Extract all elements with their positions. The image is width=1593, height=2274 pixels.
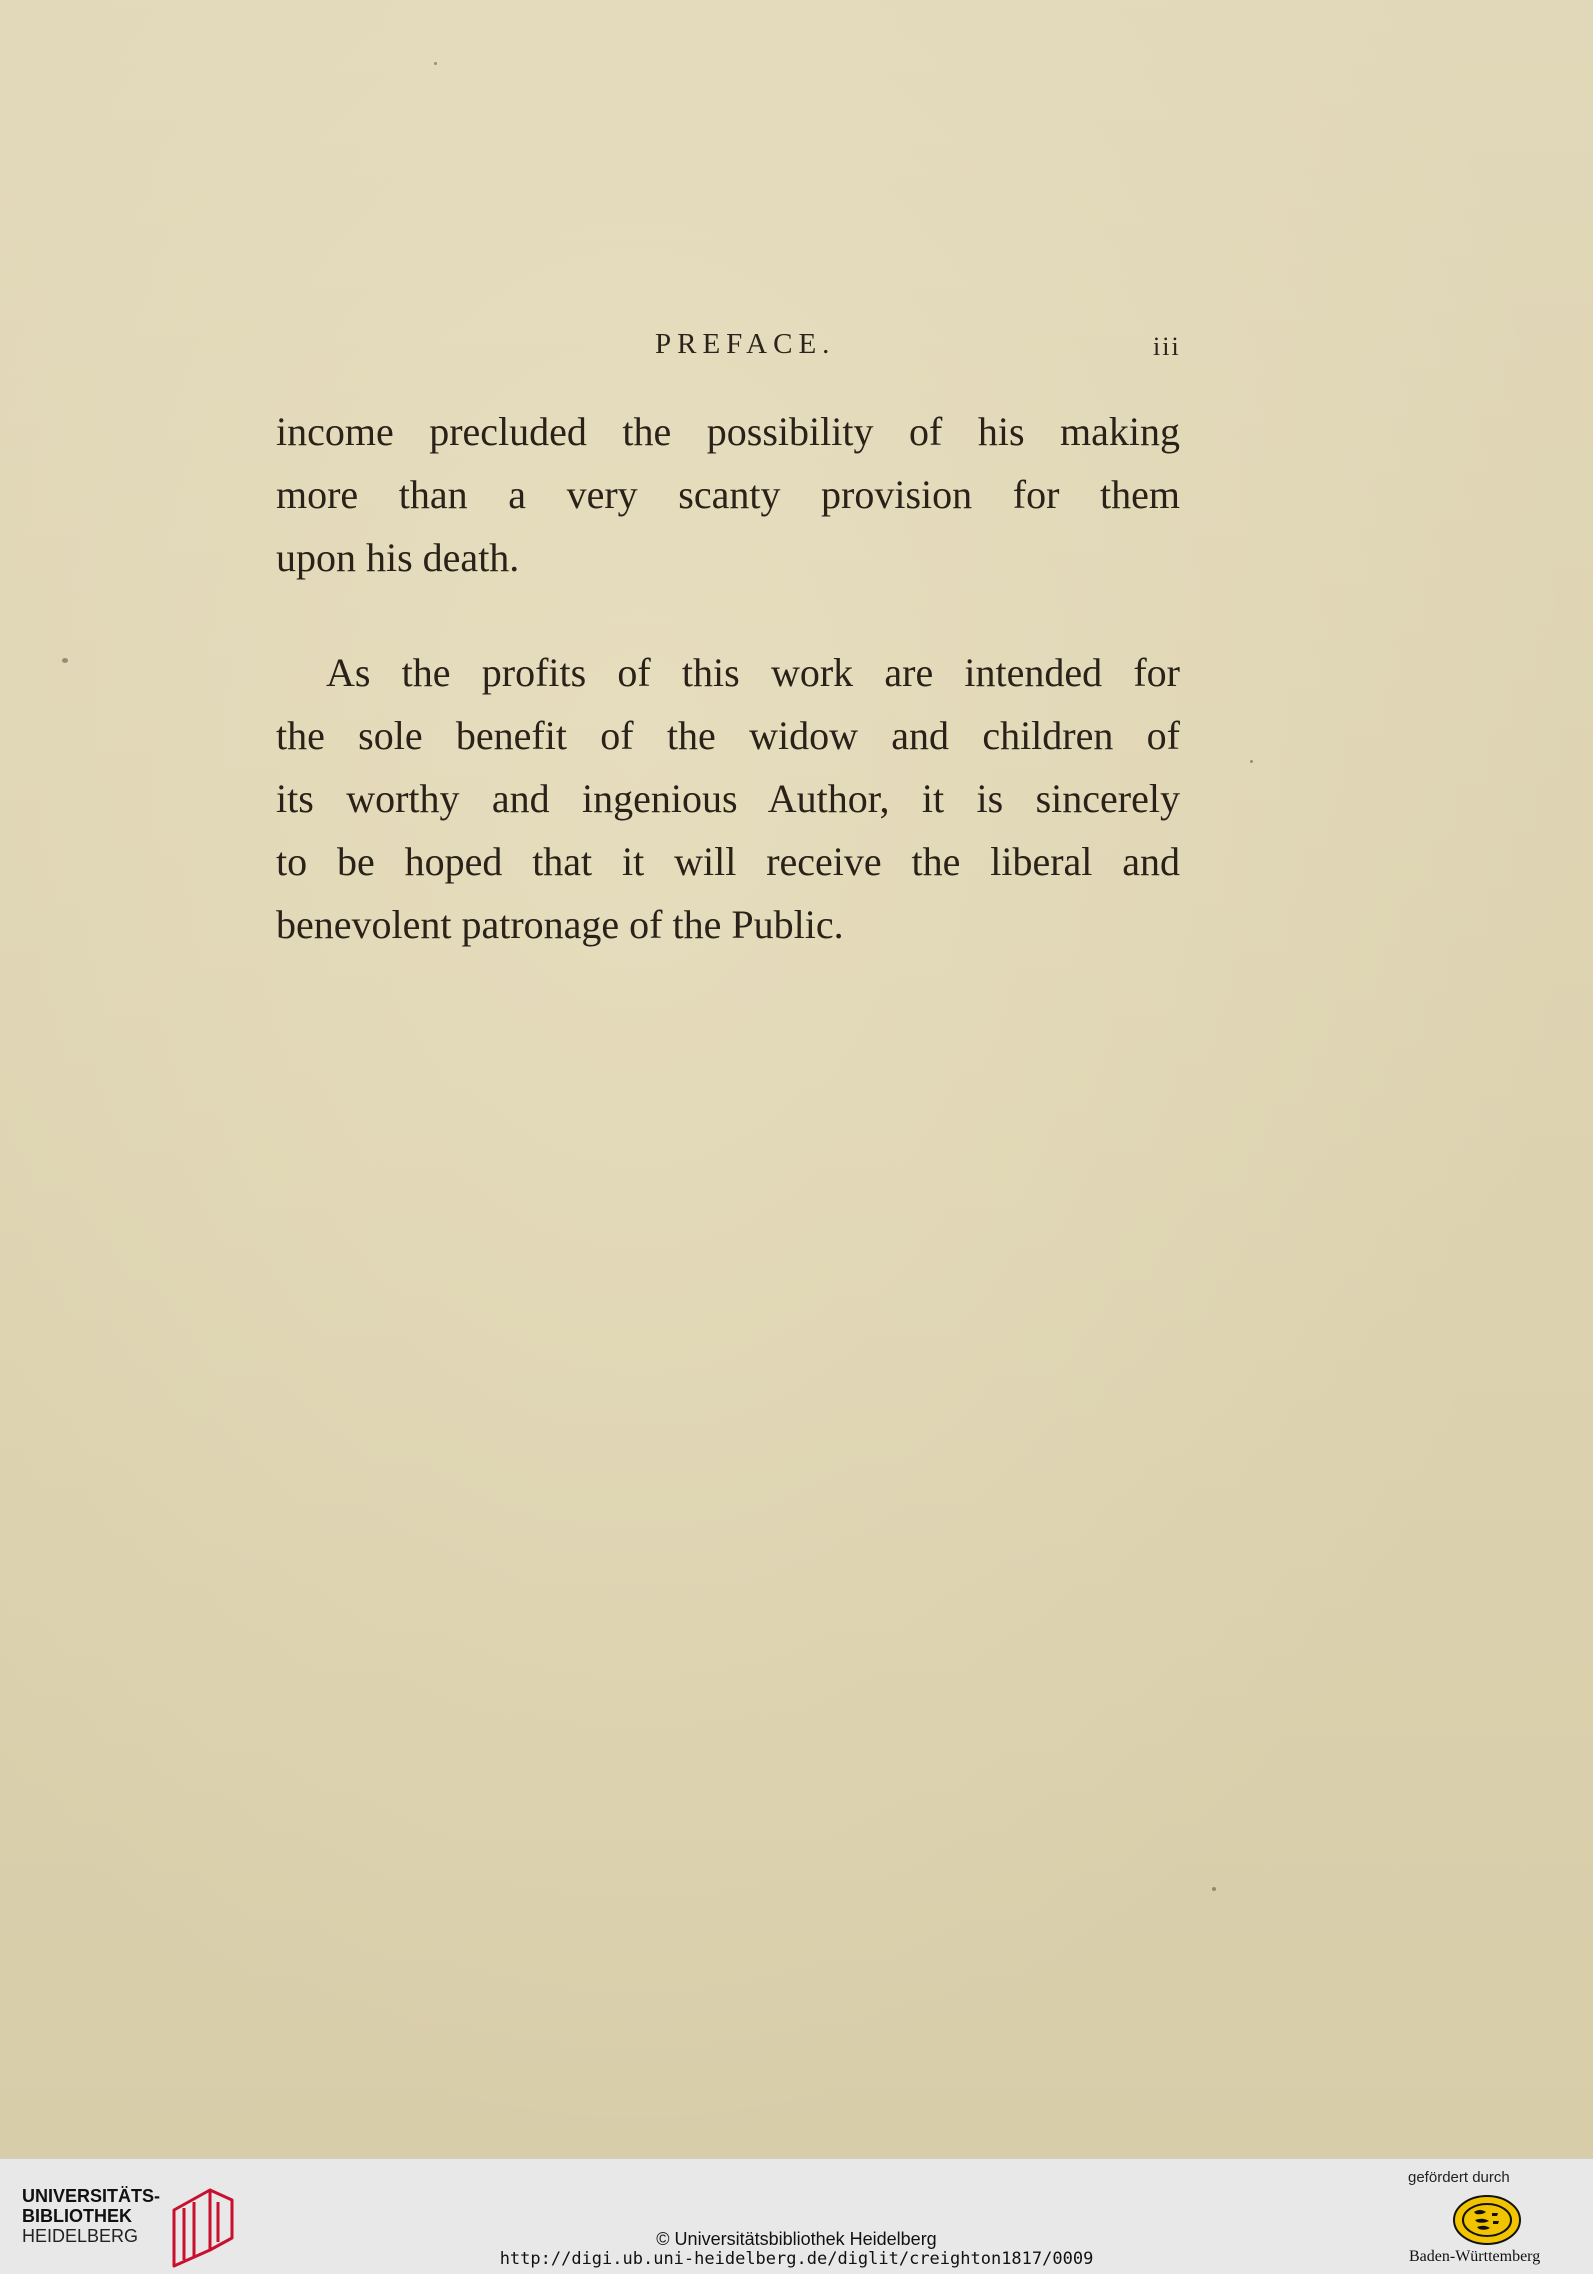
text-line: benevolent patronage of the Public. (276, 902, 844, 947)
paper-speck (1212, 1887, 1216, 1891)
text-line: its worthy and ingenious Author, it is sincerely (276, 776, 1180, 821)
text-line: income precluded the possibility of his making (276, 409, 1180, 454)
sponsor-label: gefördert durch (1408, 2169, 1510, 2186)
paper-speck (1250, 760, 1253, 763)
paper-speck (434, 62, 437, 65)
sponsor-name: Baden-Württemberg (1409, 2248, 1541, 2265)
library-logo-line-1: UNIVERSITÄTS- (22, 2186, 161, 2206)
text-line: to be hoped that it will receive the liberal and (276, 839, 1180, 884)
text-line: more than a very scanty provision for them (276, 472, 1180, 517)
permalink-url[interactable]: http://digi.ub.uni-heidelberg.de/diglit/creighton1817/0009 (499, 2249, 1094, 2269)
running-title: PREFACE. (655, 328, 836, 360)
viewer-footer (0, 2158, 1593, 2274)
paper-speck (62, 658, 68, 663)
running-head (0, 328, 1593, 364)
text-line: the sole benefit of the widow and children of (276, 713, 1180, 758)
library-logo-line-2: BIBLIOTHEK (22, 2206, 132, 2226)
library-logo-line-3: HEIDELBERG (22, 2226, 139, 2246)
paragraph-1 (276, 400, 1180, 589)
body-text (276, 400, 1180, 956)
text-line: upon his death. (276, 535, 520, 580)
paragraph-2 (276, 641, 1180, 956)
page-number: iii (1153, 332, 1181, 361)
text-line: As the profits of this work are intended for (326, 650, 1180, 695)
copyright-notice: © Universitätsbibliothek Heidelberg (656, 2229, 937, 2249)
baden-wuerttemberg-emblem-icon[interactable] (1452, 2194, 1522, 2246)
